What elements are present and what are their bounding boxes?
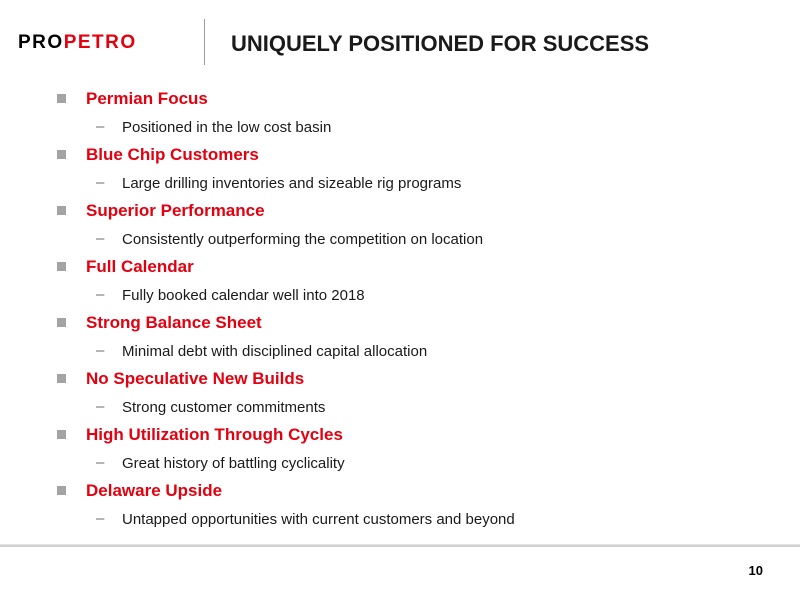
bullet-item [0,422,800,478]
bullet-heading: High Utilization Through Cycles [86,425,343,444]
square-bullet-icon [57,94,66,103]
sub-bullet-text: Large drilling inventories and sizeable rig programs [122,175,462,192]
bullet-heading: Delaware Upside [86,481,223,500]
bullet-item [0,198,800,254]
sub-bullet-text: Positioned in the low cost basin [122,119,332,136]
page-number: 10 [748,563,763,578]
sub-bullet-text: Minimal debt with disciplined capital allocation [122,343,428,360]
sub-bullet-text: Consistently outperforming the competition on location [122,231,484,248]
header-divider [204,19,205,65]
dash-bullet-icon: – [96,510,105,527]
sub-bullet-text: Strong customer commitments [122,399,326,416]
square-bullet-icon [57,262,66,271]
square-bullet-icon [57,318,66,327]
bullet-item [0,310,800,366]
bullet-item [0,478,800,534]
dash-bullet-icon: – [96,454,105,471]
dash-bullet-icon: – [96,174,105,191]
bullet-heading: Strong Balance Sheet [86,313,262,332]
propetro-logo [18,33,137,53]
bullet-heading: Superior Performance [86,201,265,220]
square-bullet-icon [57,430,66,439]
bullet-list [0,86,800,534]
bullet-item [0,366,800,422]
dash-bullet-icon: – [96,230,105,247]
footer-divider [0,544,800,547]
slide-title: UNIQUELY POSITIONED FOR SUCCESS [231,31,650,56]
bullet-item [0,254,800,310]
bullet-heading: Blue Chip Customers [86,145,259,164]
square-bullet-icon [57,150,66,159]
dash-bullet-icon: – [96,398,105,415]
dash-bullet-icon: – [96,342,105,359]
bullet-heading: Full Calendar [86,257,194,276]
sub-bullet-text: Fully booked calendar well into 2018 [122,287,365,304]
sub-bullet-text: Untapped opportunities with current customers and beyond [122,511,515,528]
logo-text-pro: PRO [18,32,64,53]
square-bullet-icon [57,486,66,495]
dash-bullet-icon: – [96,118,105,135]
sub-bullet-text: Great history of battling cyclicality [122,455,345,472]
dash-bullet-icon: – [96,286,105,303]
bullet-item [0,86,800,142]
bullet-heading: No Speculative New Builds [86,369,305,388]
square-bullet-icon [57,206,66,215]
square-bullet-icon [57,374,66,383]
bullet-heading: Permian Focus [86,89,208,108]
logo-text-petro: PETRO [63,32,137,53]
bullet-item [0,142,800,198]
